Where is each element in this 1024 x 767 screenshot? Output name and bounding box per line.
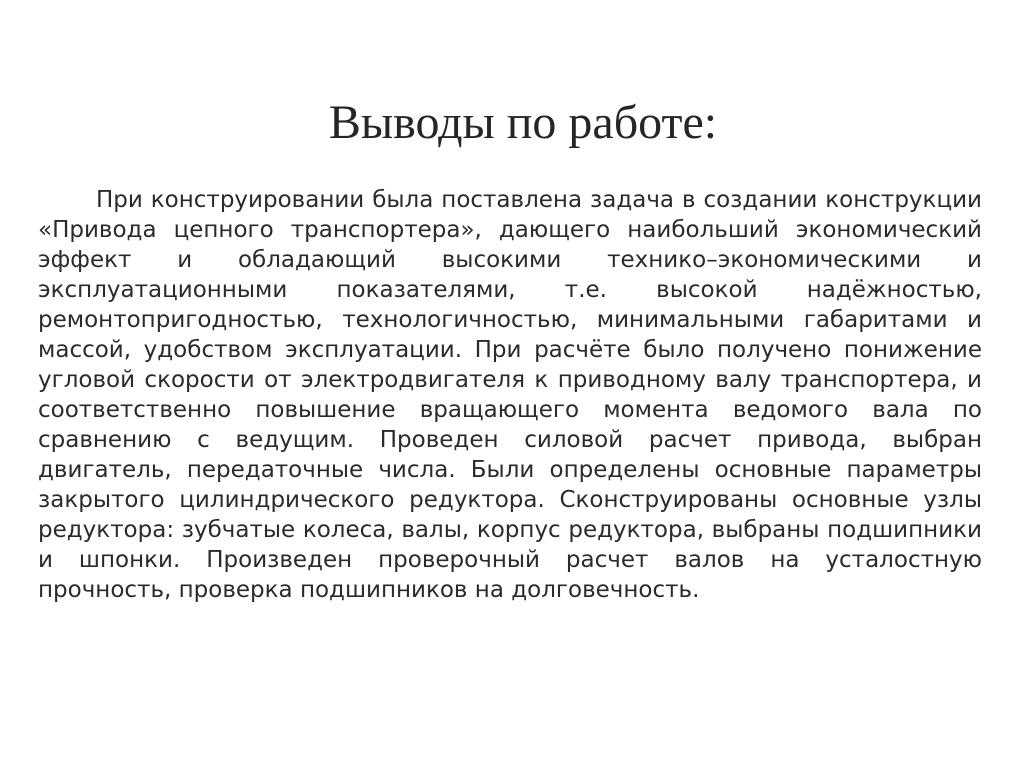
slide-title: Выводы по работе: [328, 96, 718, 149]
slide-body-text: При конструировании была поставлена задача в создании конструкции «Привода цепного транспортера», дающего наибольший экономический эффект и обладающий высокими технико–экономическими и эксплуатационными показателями, т.е. высокой надёжностью, ремонтопригодностью, технологичностью, минимальными габаритами и массой, удобством эксплуатации. При расчёте было получено понижение угловой скорости от электродвигателя к приводному валу транспортера, и соответственно повышение вращающего момента ведомого вала по сравнению с ведущим. Проведен силовой расчет привода, выбран двигатель, передаточные числа. Были определены основные параметры закрытого цилиндрического редуктора. Сконструированы основные узлы редуктора: зубчатые колеса, валы, корпус редуктора, выбраны подшипники и шпонки. Произведен проверочный расчет валов на усталостную прочность, проверка подшипников на долговечность. [38, 187, 982, 603]
